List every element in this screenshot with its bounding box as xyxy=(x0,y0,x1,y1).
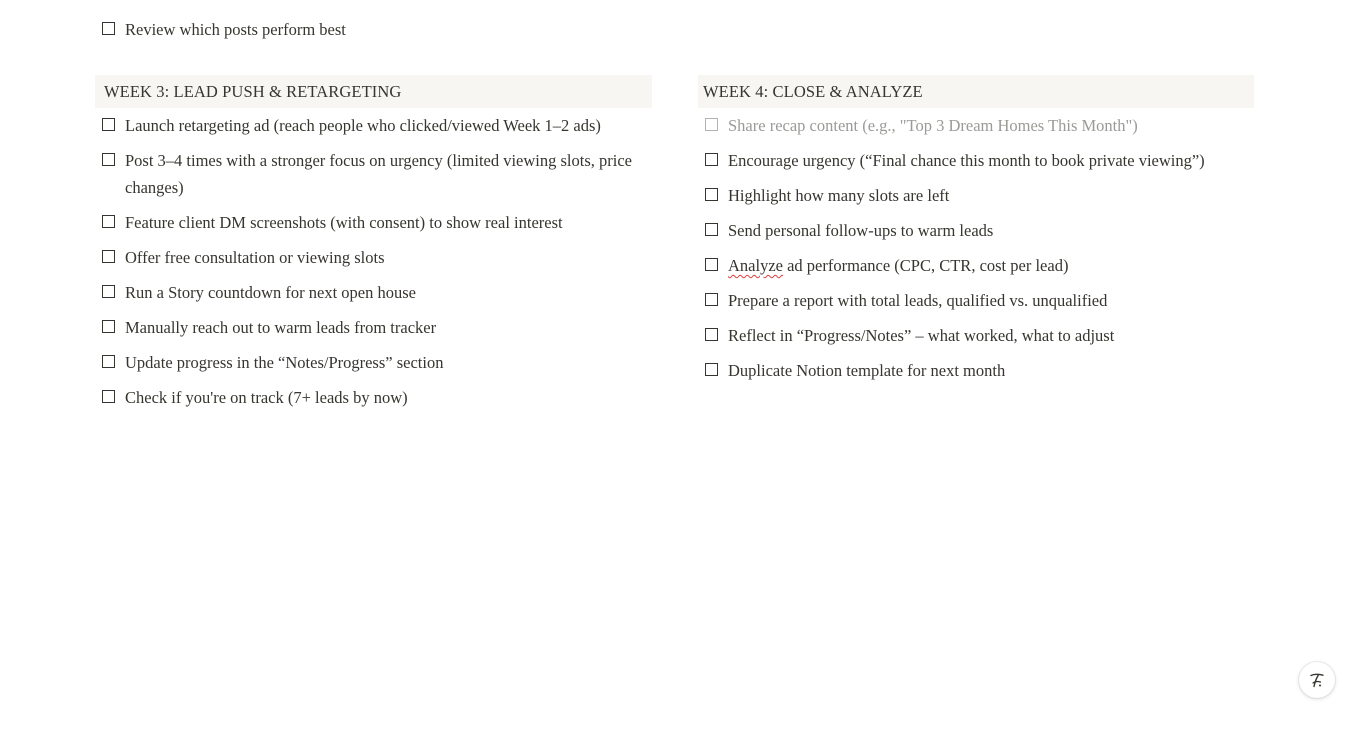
todo-label: Feature client DM screenshots (with consent) to show real interest xyxy=(125,213,563,232)
week3-todo-list xyxy=(95,112,652,411)
checkbox[interactable] xyxy=(705,223,718,236)
checkbox[interactable] xyxy=(102,320,115,333)
checkbox[interactable] xyxy=(102,285,115,298)
todo-item[interactable] xyxy=(102,112,652,139)
help-icon xyxy=(1307,670,1327,690)
todo-item[interactable] xyxy=(102,16,642,43)
checkbox[interactable] xyxy=(705,293,718,306)
checkbox[interactable] xyxy=(102,153,115,166)
todo-item[interactable] xyxy=(102,279,652,306)
todo-item[interactable] xyxy=(705,287,1254,314)
todo-label: Duplicate Notion template for next month xyxy=(728,361,1006,380)
todo-item[interactable] xyxy=(705,252,1254,279)
todo-label: Manually reach out to warm leads from tracker xyxy=(125,318,437,337)
week3-heading: WEEK 3: LEAD PUSH & RETARGETING xyxy=(95,75,652,108)
checkbox[interactable] xyxy=(705,328,718,341)
checkbox[interactable] xyxy=(102,22,115,35)
todo-item[interactable] xyxy=(102,244,652,271)
checkbox[interactable] xyxy=(705,153,718,166)
todo-item[interactable] xyxy=(705,112,1254,139)
todo-label: Review which posts perform best xyxy=(125,20,346,39)
todo-item[interactable] xyxy=(705,217,1254,244)
week3-column xyxy=(95,75,652,419)
todo-label: Launch retargeting ad (reach people who clicked/viewed Week 1–2 ads) xyxy=(125,116,601,135)
todo-label: Send personal follow-ups to warm leads xyxy=(728,221,994,240)
todo-item[interactable] xyxy=(705,322,1254,349)
todo-item[interactable] xyxy=(705,182,1254,209)
help-button[interactable] xyxy=(1299,662,1335,698)
checkbox[interactable] xyxy=(102,118,115,131)
todo-item[interactable] xyxy=(102,349,652,376)
todo-item[interactable] xyxy=(102,314,652,341)
todo-label-rest: ad performance (CPC, CTR, cost per lead) xyxy=(782,256,1069,275)
checkbox[interactable] xyxy=(102,390,115,403)
checkbox[interactable] xyxy=(705,258,718,271)
spellcheck-word[interactable]: Analyze xyxy=(728,256,783,275)
todo-label: Update progress in the “Notes/Progress” section xyxy=(125,353,444,372)
todo-item[interactable] xyxy=(102,209,652,236)
checkbox[interactable] xyxy=(102,355,115,368)
week4-column xyxy=(698,75,1254,392)
checkbox[interactable] xyxy=(705,188,718,201)
todo-label xyxy=(728,252,1254,279)
todo-label: Run a Story countdown for next open house xyxy=(125,283,416,302)
week4-todo-list xyxy=(698,112,1254,384)
todo-item[interactable] xyxy=(705,147,1254,174)
checkbox[interactable] xyxy=(102,215,115,228)
todo-item[interactable] xyxy=(705,357,1254,384)
week4-heading: WEEK 4: CLOSE & ANALYZE xyxy=(698,75,1254,108)
checkbox[interactable] xyxy=(705,118,718,131)
todo-item[interactable] xyxy=(102,147,652,201)
todo-item[interactable] xyxy=(102,384,652,411)
todo-label: Share recap content (e.g., "Top 3 Dream Homes This Month") xyxy=(728,116,1138,135)
todo-label: Prepare a report with total leads, qualified vs. unqualified xyxy=(728,291,1108,310)
todo-label: Highlight how many slots are left xyxy=(728,186,950,205)
todo-label: Encourage urgency (“Final chance this month to book private viewing”) xyxy=(728,151,1205,170)
checkbox[interactable] xyxy=(705,363,718,376)
todo-label: Post 3–4 times with a stronger focus on urgency (limited viewing slots, price changes) xyxy=(125,151,632,197)
checkbox[interactable] xyxy=(102,250,115,263)
todo-label: Reflect in “Progress/Notes” – what worked, what to adjust xyxy=(728,326,1115,345)
todo-label: Offer free consultation or viewing slots xyxy=(125,248,385,267)
todo-label: Check if you're on track (7+ leads by now) xyxy=(125,388,408,407)
